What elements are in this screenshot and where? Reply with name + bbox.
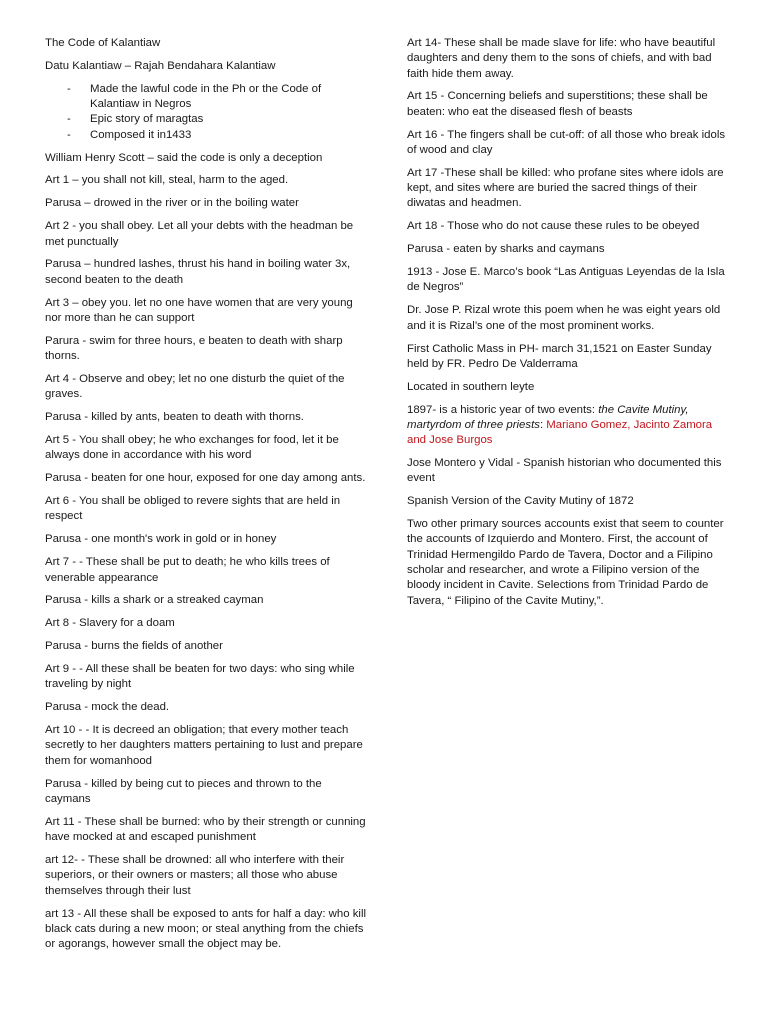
mutiny-colon: : [539,418,547,431]
document-title: The Code of Kalantiaw [45,37,161,49]
paragraph-art-1: Art 1 – you shall not kill, steal, harm to the aged. [45,174,289,187]
bullet-list [45,82,367,143]
paragraph-parusa-18: Parusa - eaten by sharks and caymans [407,243,605,256]
paragraph-art-5: Art 5 - You shall obey; he who exchanges for food, let it be always done in accordance with his word [45,434,339,462]
left-column [45,36,367,960]
paragraph-art-13: art 13 - All these shall be exposed to ants for half a day: who kill black cats during a new moon; or steal anything from the chiefs or agorangs, however small the object may be. [45,907,367,951]
paragraph-art-17: Art 17 -These shall be killed: who profane sites where idols are kept, and sites where are buried the sacred things of their diwatas and headmen. [407,166,724,210]
paragraph-rizal: Dr. Jose P. Rizal wrote this poem when he was eight years old and it is Rizal’s one of the most prominent works. [407,304,721,332]
paragraph-marco-book: 1913 - Jose E. Marco’s book “Las Antiguas Leyendas de la Isla de Negros” [407,266,725,294]
paragraph-art-8: Art 8 - Slavery for a doam [45,617,175,630]
paragraph-art-18: Art 18 - Those who do not cause these rules to be obeyed [407,220,700,233]
bullet-item [45,112,367,127]
mutiny-prefix: 1897- is a historic year of two events: [407,403,599,416]
bullet-text: Epic story of maragtas [90,113,204,126]
paragraph-art-7: Art 7 - - These shall be put to death; he who kills trees of venerable appearance [45,556,330,584]
dash-marker: - [67,113,71,126]
paragraph-parura-3: Parura - swim for three hours, e beaten to death with sharp thorns. [45,334,343,363]
paragraph-other-sources: Two other primary sources accounts exist that seem to counter the accounts of Izquierdo and Montero. First, the account of Trinidad Hermengildo Pardo de Tavera, Doctor and a Filipino scholar and researcher, and wrote a Filipino version of the bloody incident in Cavite. Selections from Trinidad Pardo de Tavera, “ Filipino of the Cavite Mutiny,”. [407,518,724,607]
paragraph-art-15: Art 15 - Concerning beliefs and superstitions; these shall be beaten: who eat the diseased flesh of beasts [407,90,708,118]
right-column [407,36,727,617]
bullet-item [45,82,367,113]
dash-marker: - [67,128,71,141]
paragraph-parusa-1: Parusa – drowed in the river or in the boiling water [45,197,299,210]
bullet-text: Composed it in1433 [90,128,192,141]
paragraph-spanish-version: Spanish Version of the Cavity Mutiny of 1872 [407,495,634,508]
paragraph-art-12: art 12- - These shall be drowned: all who interfere with their superiors, or their owners or masters; all those who abuse themselves through their lust [45,854,345,897]
paragraph-art-11: Art 11 - These shall be burned: who by their strength or cunning have mocked at and escaped punishment [45,815,366,844]
priests-names: Mariano Gomez, Jacinto Zamora and Jose Burgos [407,418,713,447]
paragraph-art-16: Art 16 - The fingers shall be cut-off: of all those who break idols of wood and clay [407,128,726,156]
paragraph-first-mass: First Catholic Mass in PH- march 31,1521 on Easter Sunday held by FR. Pedro De Valderrama [407,342,712,370]
bullet-item [45,128,367,143]
paragraph-parusa-8: Parusa - burns the fields of another [45,640,223,653]
paragraph-parusa-10: Parusa - killed by being cut to pieces and thrown to the caymans [45,777,322,805]
paragraph-leyte: Located in southern leyte [407,380,535,393]
paragraph-art-6: Art 6 - You shall be obliged to revere sights that are held in respect [45,495,341,523]
paragraph-parusa-9: Parusa - mock the dead. [45,701,170,714]
paragraph-montero: Jose Montero y Vidal - Spanish historian who documented this event [407,457,722,485]
dash-marker: - [67,82,71,95]
paragraph-art-10: Art 10 - - It is decreed an obligation; that every mother teach secretly to her daughters matters pertaining to lust and prepare them for womanhood [45,724,363,767]
paragraph-art-3: Art 3 – obey you. let no one have women that are very young nor more than he can support [45,296,353,324]
paragraph-parusa-4: Parusa - killed by ants, beaten to death with thorns. [45,411,304,424]
paragraph-art-2: Art 2 - you shall obey. Let all your debts with the headman be met punctually [45,220,354,248]
document-subtitle: Datu Kalantiaw – Rajah Bendahara Kalantiaw [45,59,276,72]
paragraph-parusa-2: Parusa – hundred lashes, thrust his hand in boiling water 3x, second beaten to the death [45,258,351,286]
paragraph-parusa-7: Parusa - kills a shark or a streaked cayman [45,594,264,607]
paragraph-cavite-mutiny [407,403,727,449]
paragraph-parusa-5: Parusa - beaten for one hour, exposed for one day among ants. [45,472,366,485]
bullet-text: Made the lawful code in the Ph or the Code of Kalantiaw in Negros [90,82,322,111]
paragraph-scott: William Henry Scott – said the code is only a deception [45,151,323,164]
paragraph-art-4: Art 4 - Observe and obey; let no one disturb the quiet of the graves. [45,372,345,401]
paragraph-parusa-6: Parusa - one month's work in gold or in honey [45,533,277,546]
paragraph-art-9: Art 9 - - All these shall be beaten for two days: who sing while traveling by night [45,663,355,691]
mutiny-italic: the Cavite Mutiny, martyrdom of three priests [407,403,689,431]
paragraph-art-14: Art 14- These shall be made slave for life: who have beautiful daughters and deny them to the sons of chiefs, and with bad faith hide them away. [407,37,716,80]
